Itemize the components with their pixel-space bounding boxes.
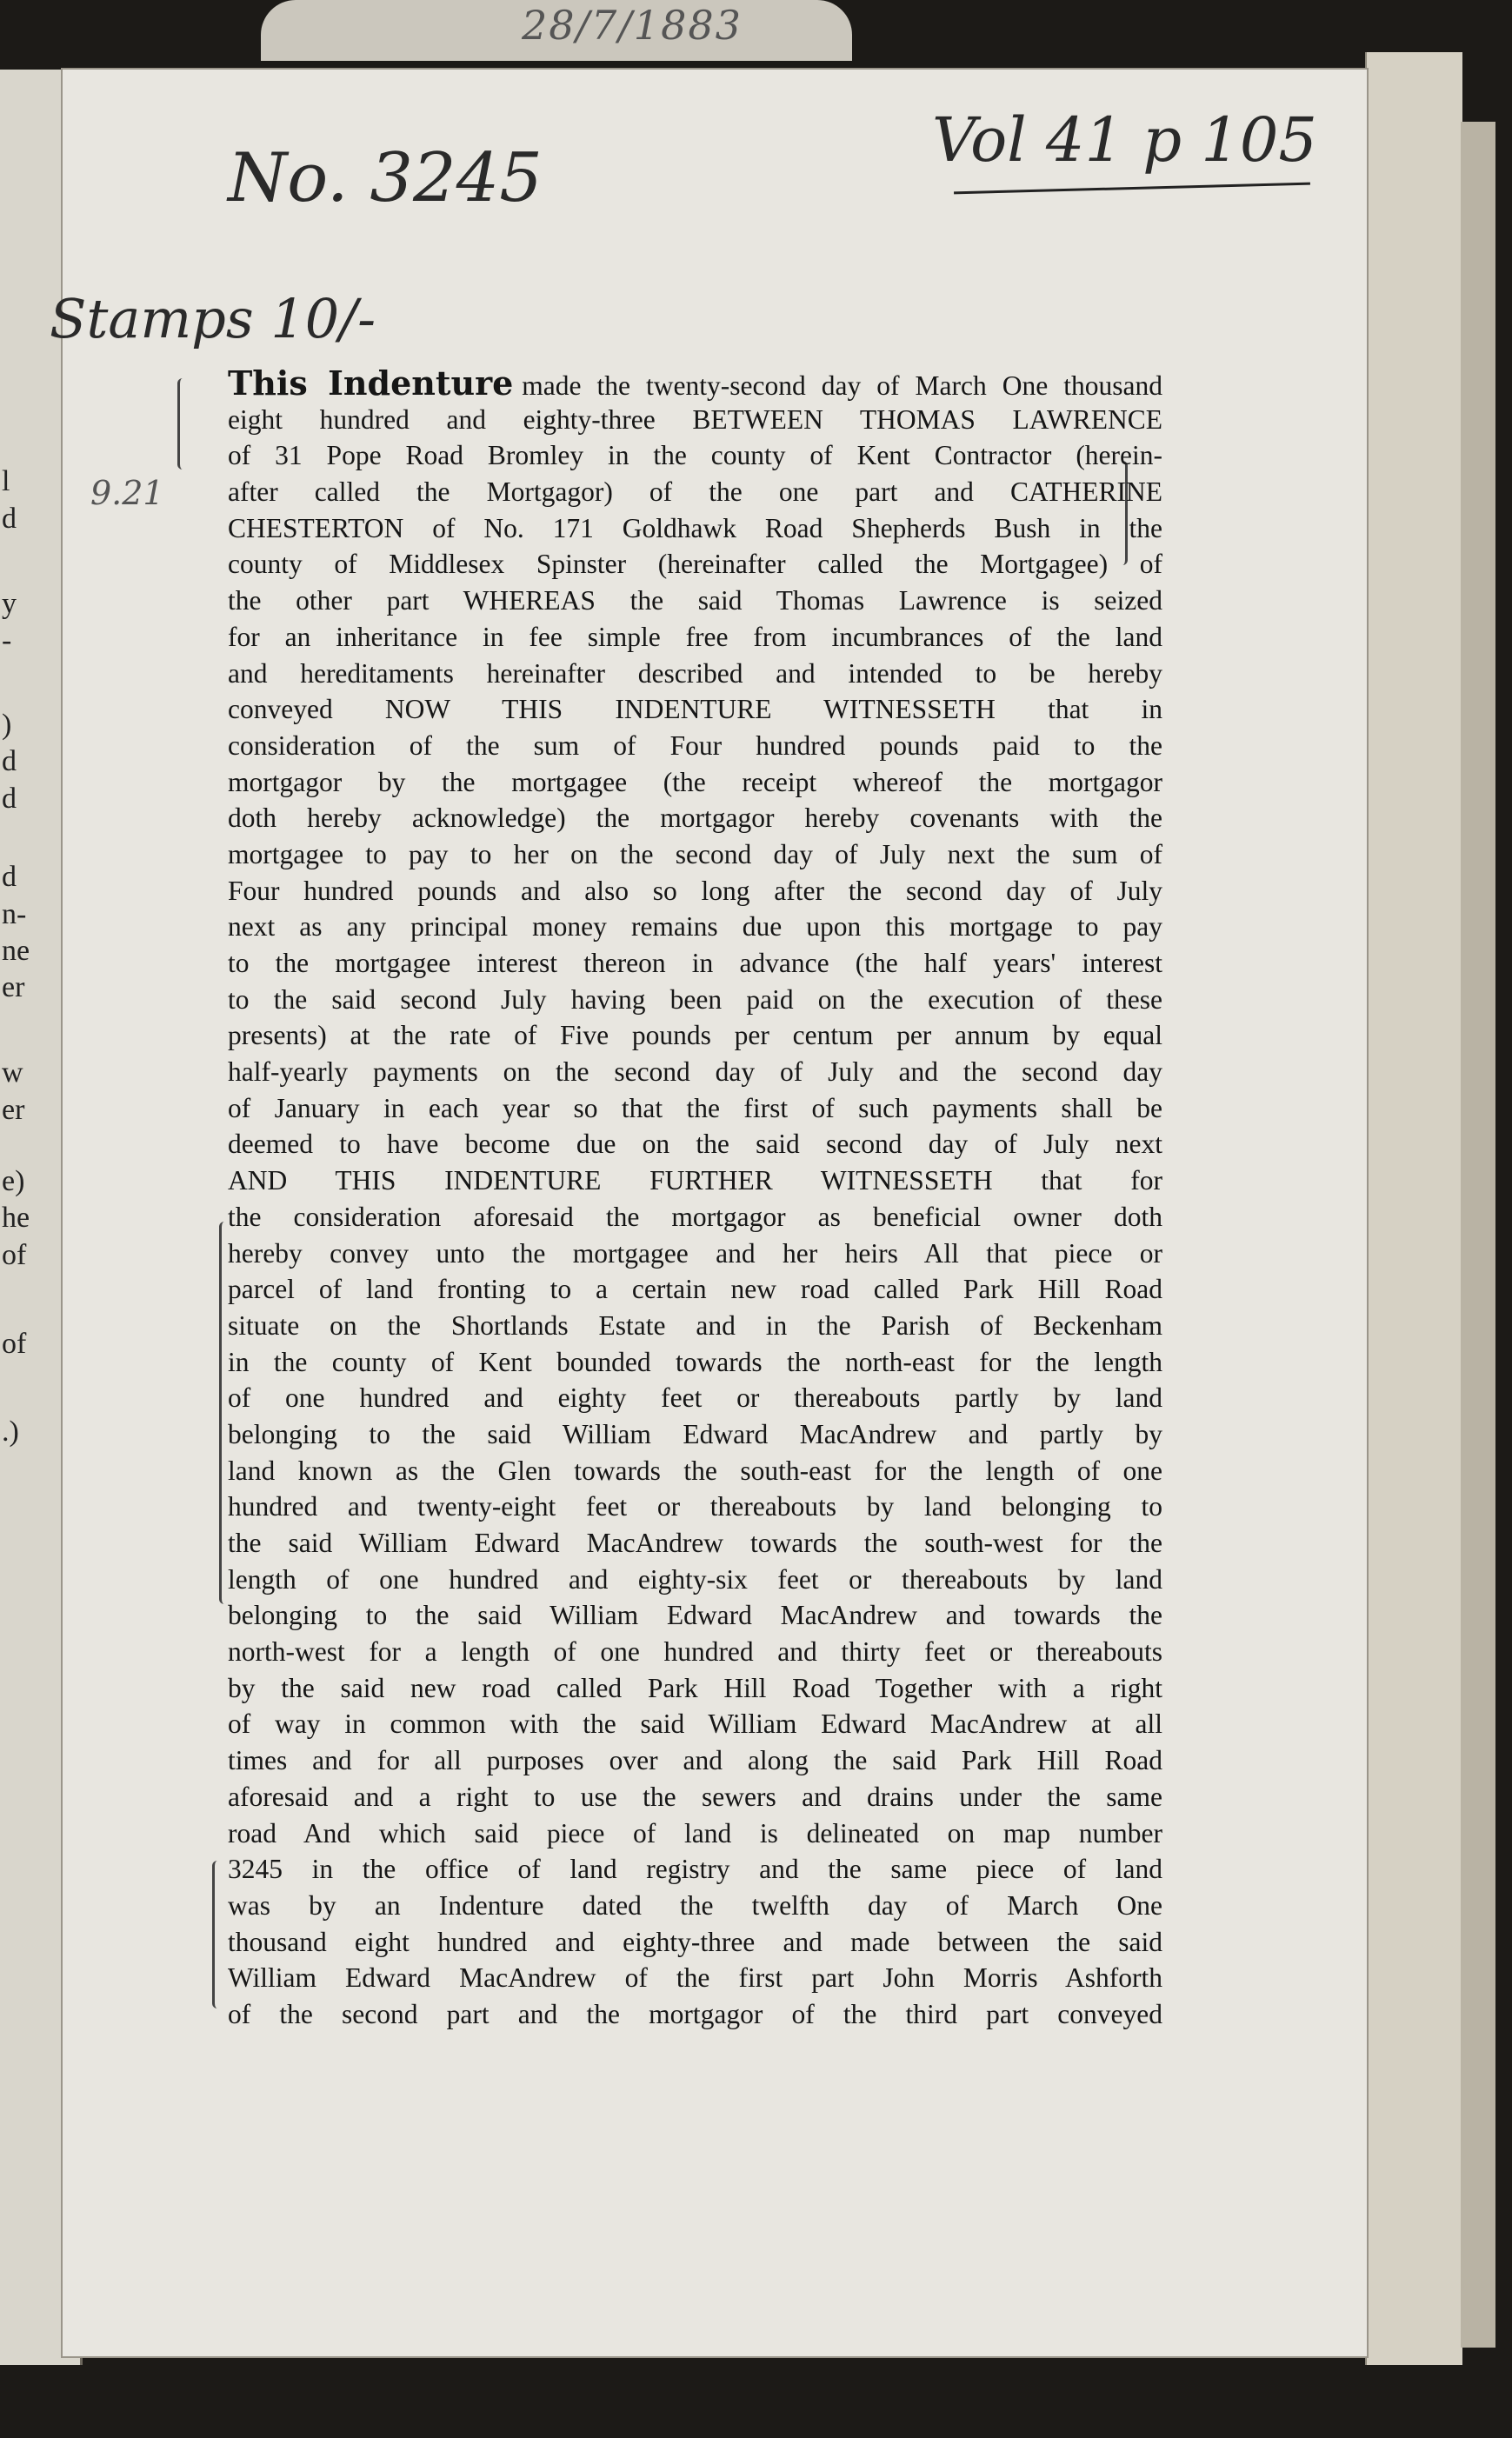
text-line: the said William Edward MacAndrew towards the south-west for the — [228, 1528, 1162, 1558]
facing-page-fragment: e) — [2, 1165, 25, 1197]
text-line: aforesaid and a right to use the sewers and drains under the same — [228, 1781, 1162, 1812]
margin-bracket-opening — [177, 378, 189, 470]
text-line: land known as the Glen towards the south-east for the length of one — [228, 1455, 1162, 1486]
facing-page-fragment: d — [2, 783, 17, 815]
text-line: to the mortgagee interest thereon in advance (the half years' interest — [228, 948, 1162, 978]
text-line: of January in each year so that the first of such payments shall be — [228, 1092, 1162, 1123]
text-line: mortgagor by the mortgagee (the receipt whereof the mortgagor — [228, 766, 1162, 797]
text-line: mortgagee to pay to her on the second day of July next the sum of — [228, 838, 1162, 869]
text-line: deemed to have become due on the said second day of July next — [228, 1129, 1162, 1160]
text-line: belonging to the said William Edward MacAndrew and partly by — [228, 1418, 1162, 1449]
facing-page-fragment: ne — [2, 935, 30, 967]
text-line: presents) at the rate of Five pounds per centum per annum by equal — [228, 1020, 1162, 1051]
text-line: belonging to the said William Edward MacAndrew and towards the — [228, 1600, 1162, 1631]
document-number: No. 3245 — [228, 139, 543, 217]
facing-page-fragment: er — [2, 1094, 25, 1126]
text-line: after called the Mortgagor) of the one part and CATHERINE — [228, 476, 1162, 508]
facing-page-fragment: .) — [2, 1416, 19, 1448]
facing-page-fragment: - — [2, 624, 12, 656]
text-line: eight hundred and eighty-three BETWEEN THOMAS LAWRENCE — [228, 403, 1162, 435]
facing-page-fragment: d — [2, 745, 17, 777]
text-line: thousand eight hundred and eighty-three and made between the said — [228, 1926, 1162, 1957]
text-line-content: made the twenty-second day of March One thousand — [522, 370, 1163, 401]
page-stack-right — [1365, 52, 1462, 2365]
text-line: Four hundred pounds and also so long after the second day of July — [228, 875, 1162, 906]
text-line: length of one hundred and eighty-six feet or thereabouts by land — [228, 1563, 1162, 1595]
text-line: doth hereby acknowledge) the mortgagor hereby covenants with the — [228, 803, 1162, 834]
facing-page-fragment: n- — [2, 898, 27, 930]
text-line: and hereditaments hereinafter described and intended to be hereby — [228, 657, 1162, 689]
text-line: hereby convey unto the mortgagee and her heirs All that piece or — [228, 1237, 1162, 1269]
facing-page-fragment: y — [2, 588, 17, 620]
text-line: county of Middlesex Spinster (hereinafter called the Mortgagee) of — [228, 549, 1162, 580]
volume-underline — [954, 183, 1310, 195]
text-line: the consideration aforesaid the mortgagor as beneficial owner doth — [228, 1201, 1162, 1232]
text-line: consideration of the sum of Four hundred pounds paid to the — [228, 729, 1162, 761]
facing-page-fragment: w — [2, 1056, 23, 1089]
text-line: in the county of Kent bounded towards the north-east for the length — [228, 1346, 1162, 1377]
facing-page-fragment: d — [2, 861, 17, 893]
text-line: to the said second July having been paid on the execution of these — [228, 983, 1162, 1015]
text-line: of one hundred and eighty feet or thereabouts partly by land — [228, 1382, 1162, 1414]
facing-page-fragment: d — [2, 503, 17, 535]
facing-page-fragment: er — [2, 971, 25, 1003]
tab-date-note: 28/7/1883 — [522, 2, 743, 49]
facing-page-fragment: l — [2, 465, 10, 497]
text-line: was by an Indenture dated the twelfth day of March One — [228, 1889, 1162, 1921]
facing-page-fragment: of — [2, 1239, 27, 1271]
indenture-body — [228, 365, 1162, 2033]
text-line: half-yearly payments on the second day of July and the second day — [228, 1056, 1162, 1088]
text-line — [228, 365, 1162, 402]
text-line: CHESTERTON of No. 171 Goldhawk Road Shepherds Bush in the — [228, 512, 1162, 543]
text-line: of the second part and the mortgagor of the third part conveyed — [228, 1998, 1162, 2029]
text-line: hundred and twenty-eight feet or thereabouts by land belonging to — [228, 1491, 1162, 1522]
volume-reference: Vol 41 p 105 — [932, 104, 1317, 176]
text-line: times and for all purposes over and along the said Park Hill Road — [228, 1745, 1162, 1776]
facing-page-fragment: he — [2, 1202, 30, 1234]
text-line: William Edward MacAndrew of the first part John Morris Ashforth — [228, 1962, 1162, 1994]
text-line: of 31 Pope Road Bromley in the county of Kent Contractor (herein- — [228, 440, 1162, 471]
text-line: AND THIS INDENTURE FURTHER WITNESSETH that for — [228, 1165, 1162, 1196]
opening-words: This Indenture — [228, 363, 514, 403]
text-line: for an inheritance in fee simple free from incumbrances of the land — [228, 621, 1162, 652]
text-line: road And which said piece of land is delineated on map number — [228, 1817, 1162, 1848]
facing-page-fragment: ) — [2, 709, 12, 741]
text-line: parcel of land fronting to a certain new road called Park Hill Road — [228, 1274, 1162, 1305]
text-line: conveyed NOW THIS INDENTURE WITNESSETH that in — [228, 694, 1162, 725]
page-stack-edge — [1461, 122, 1495, 2348]
stamp-duty-note: Stamps 10/- — [50, 287, 376, 350]
margin-annotation: 9.21 — [90, 474, 164, 512]
text-line: north-west for a length of one hundred and thirty feet or thereabouts — [228, 1636, 1162, 1668]
margin-bracket-map — [212, 1861, 223, 2008]
document-page — [50, 70, 1367, 2356]
text-line: the other part WHEREAS the said Thomas Lawrence is seized — [228, 585, 1162, 616]
text-line: next as any principal money remains due upon this mortgage to pay — [228, 911, 1162, 943]
text-line: of way in common with the said William Edward MacAndrew at all — [228, 1709, 1162, 1740]
facing-page-fragment: of — [2, 1328, 27, 1360]
text-line: by the said new road called Park Hill Road Together with a right — [228, 1672, 1162, 1703]
text-line: 3245 in the office of land registry and the same piece of land — [228, 1854, 1162, 1885]
text-line: situate on the Shortlands Estate and in the Parish of Beckenham — [228, 1309, 1162, 1341]
